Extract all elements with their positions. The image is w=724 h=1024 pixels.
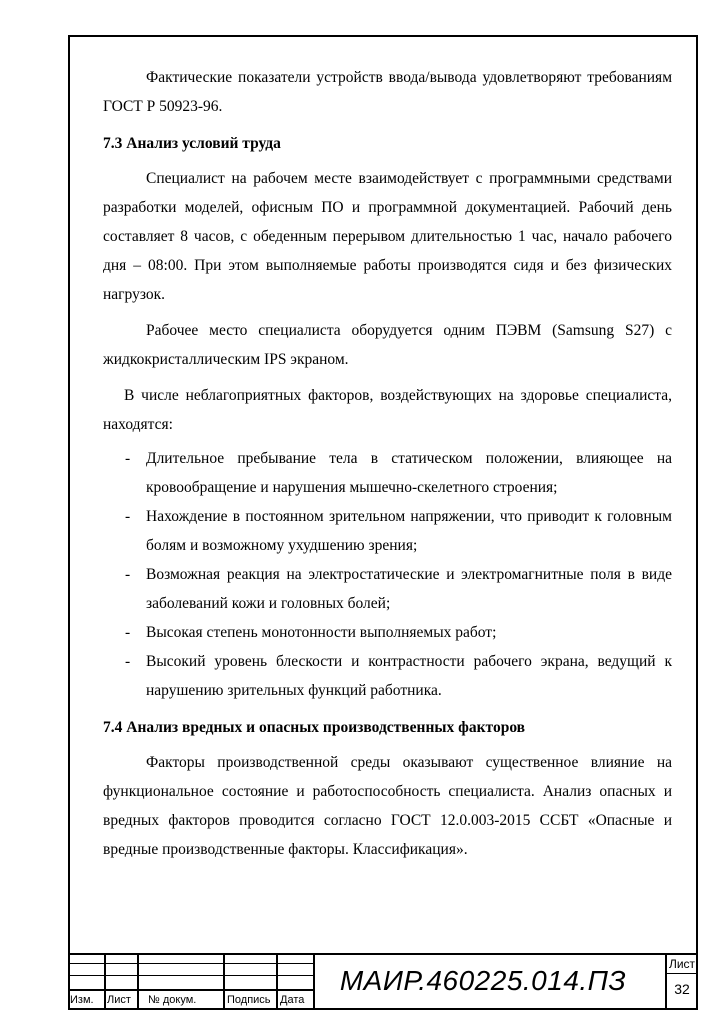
list-item: [103, 647, 672, 705]
hazard-list: [103, 444, 672, 705]
dash-bullet: -: [125, 624, 131, 641]
list-item-text: Длительное пребывание тела в статическом положении, влияющее на кровообращение и нарушения мышечно-скелетного строения;: [146, 450, 672, 496]
stamp-col-line: [223, 953, 225, 1010]
list-item-text: Высокий уровень блескости и контрастности рабочего экрана, ведущий к нарушению зрительных функций работника.: [146, 653, 672, 699]
title-block: [68, 953, 698, 1010]
dash-bullet: -: [125, 450, 131, 467]
dash-bullet: -: [125, 566, 131, 583]
intro-paragraph: Фактические показатели устройств ввода/вывода удовлетворяют требованиям ГОСТ Р 50923-96.: [103, 69, 672, 115]
stamp-col-line: [276, 953, 278, 1010]
stamp-col-line: [313, 953, 315, 1010]
sheet-cell-divider: [666, 973, 698, 974]
section-7-4-paragraph-1: Факторы производственной среды оказывают существенное влияние на функциональное состояние и работоспособность специалиста. Анализ опасных и вредных факторов проводится согласно ГОСТ 12.0.003-2015 ССБТ «Опасные и вредные производственные факторы. Классификация».: [103, 754, 672, 858]
list-item-text: Нахождение в постоянном зрительном напряжении, что приводит к головным болям и возможному ухудшению зрения;: [146, 508, 672, 554]
stamp-label-list: Лист: [107, 994, 131, 1006]
list-item-text: Возможная реакция на электростатические и электромагнитные поля в виде заболеваний кожи и головных болей;: [146, 566, 672, 612]
stamp-top-border: [68, 953, 698, 955]
stamp-label-doc: № докум.: [148, 994, 197, 1006]
section-7-3-paragraph-2: Рабочее место специалиста оборудуется одним ПЭВМ (Samsung S27) с жидкокристаллическим IPS экраном.: [103, 322, 672, 368]
sheet-label: Лист: [668, 957, 696, 971]
dash-bullet: -: [125, 653, 131, 670]
document-number: МАИР.460225.014.ПЗ: [339, 965, 627, 996]
stamp-label-date: Дата: [280, 994, 305, 1006]
section-7-3-paragraph-1: Специалист на рабочем месте взаимодействует с программными средствами разработки моделей, офисным ПО и программной документацией. Рабочий день составляет 8 часов, с обеденным перерывом длительностью 1 час, начало рабочего дня – 08:00. При этом выполняемые работы производятся сидя и без физических нагрузок.: [103, 170, 672, 303]
stamp-col-line: [104, 953, 106, 1010]
stamp-col-line: [137, 953, 139, 1010]
section-7-3-paragraph-3: В числе неблагоприятных факторов, воздействующих на здоровье специалиста, находятся:: [103, 387, 672, 433]
document-body: [103, 63, 672, 864]
sheet-number: 32: [674, 981, 690, 997]
section-7-4-heading: 7.4 Анализ вредных и опасных производственных факторов: [103, 719, 526, 736]
stamp-label-izm: Изм.: [70, 994, 94, 1006]
list-item: [103, 444, 672, 502]
section-7-3-heading: 7.3 Анализ условий труда: [103, 135, 281, 152]
list-item-text: Высокая степень монотонности выполняемых работ;: [146, 624, 497, 641]
list-item: [103, 502, 672, 560]
stamp-label-sign: Подпись: [227, 994, 271, 1006]
list-item: [103, 618, 672, 647]
list-item: [103, 560, 672, 618]
dash-bullet: -: [125, 508, 131, 525]
